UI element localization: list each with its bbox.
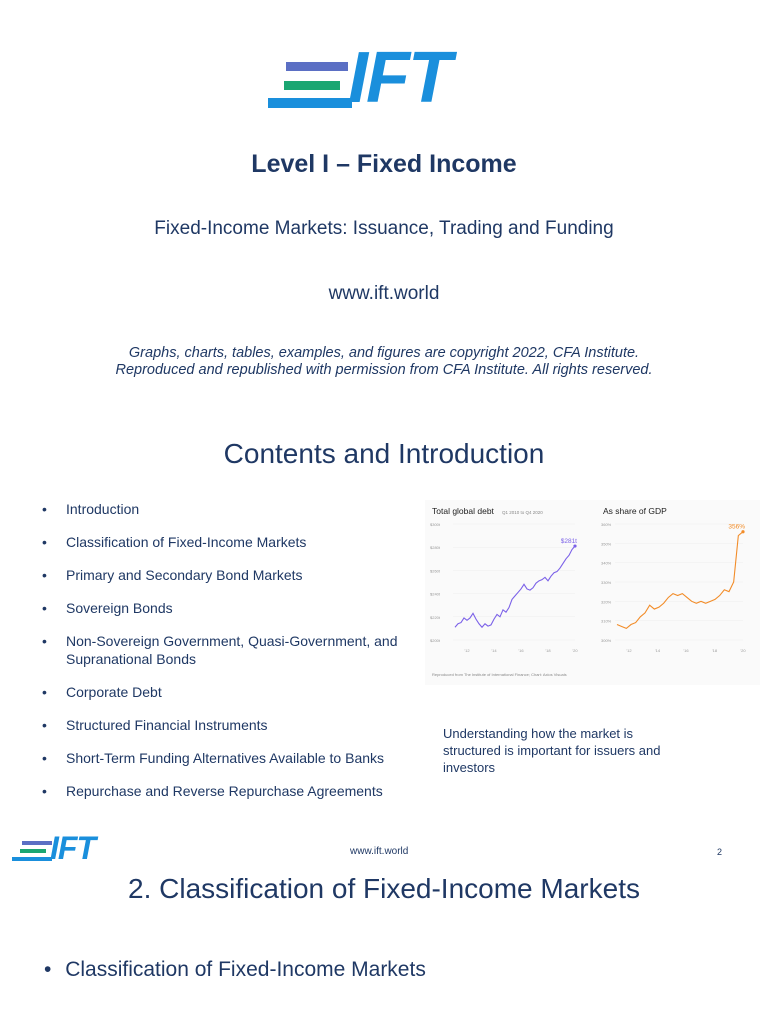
x-tick-label: '16: [683, 648, 689, 653]
x-tick-label: '12: [464, 648, 470, 653]
contents-list: [40, 500, 400, 800]
bullet-icon: •: [42, 534, 47, 550]
y-tick-label: 350%: [601, 541, 612, 547]
section-heading: 2. Classification of Fixed-Income Markets: [128, 873, 640, 904]
x-tick-label: '18: [711, 648, 718, 653]
page-number: 2: [717, 847, 723, 857]
logo-text: IFT: [50, 830, 95, 866]
website-link[interactable]: www.ift.world: [328, 283, 440, 304]
chart-subtitle: Q1 2010 to Q4 2020: [502, 510, 543, 515]
logo-text: IFT: [348, 38, 450, 118]
bullet-icon: •: [42, 567, 47, 583]
x-tick-label: '14: [654, 648, 661, 653]
ift-logo: [268, 38, 493, 118]
contents-item: • Corporate Debt: [42, 684, 162, 700]
contents-item: • Classification of Fixed-Income Markets: [42, 534, 307, 550]
x-tick-label: '20: [740, 648, 746, 653]
y-tick-label: $280t: [430, 545, 441, 551]
y-tick-label: $240t: [430, 591, 441, 597]
y-tick-label: 330%: [601, 580, 612, 585]
x-tick-label: '14: [491, 648, 497, 653]
bullet-icon: •: [42, 684, 47, 700]
bullet-icon: •: [44, 958, 52, 981]
y-tick-label: 360%: [601, 522, 612, 527]
y-tick-label: 310%: [601, 618, 612, 624]
logo-blue-bar: [12, 857, 52, 861]
logo-purple-bar: [286, 62, 348, 71]
y-tick-label: 300%: [601, 638, 612, 643]
contents-heading: Contents and Introduction: [223, 438, 545, 469]
series-line: [455, 546, 575, 627]
bullet-icon: •: [42, 600, 47, 616]
contents-item: • Introduction: [42, 501, 140, 517]
document-subtitle: Fixed-Income Markets: Issuance, Trading and Funding: [154, 218, 614, 239]
y-tick-label: 320%: [601, 599, 612, 605]
y-tick-label: $300t: [430, 522, 441, 527]
x-tick-label: '18: [545, 648, 551, 653]
x-tick-label: '12: [626, 648, 632, 653]
chart-title: As share of GDP: [603, 506, 667, 516]
y-tick-label: $220t: [430, 614, 441, 620]
contents-item: • Repurchase and Reverse Repurchase Agreements: [42, 783, 383, 799]
series-end-label: 356%: [728, 523, 745, 531]
logo-purple-bar: [22, 841, 52, 845]
contents-item: • Sovereign Bonds: [42, 600, 173, 616]
y-tick-label: $200t: [430, 638, 441, 643]
document-title: Level I – Fixed Income: [251, 150, 517, 178]
x-tick-label: '20: [572, 648, 578, 653]
contents-item: • Structured Financial Instruments: [42, 717, 268, 733]
x-tick-label: '16: [518, 648, 524, 653]
copyright-line-1: Graphs, charts, tables, examples, and figures are copyright 2022, CFA Institute.: [128, 345, 640, 361]
footer-url[interactable]: www.ift.world: [350, 846, 409, 857]
debt-charts-figure: [425, 500, 760, 685]
y-tick-label: $260t: [430, 568, 441, 574]
copyright-line-2: Reproduced and republished with permission from CFA Institute. All rights reserved.: [115, 362, 653, 378]
footer-ift-logo: [12, 830, 117, 866]
chart-source: Reproduced from The Institute of International Finance; Chart: Axios Visuals: [432, 672, 567, 677]
series-line: [617, 532, 743, 629]
logo-blue-bar: [268, 98, 352, 108]
logo-green-bar: [20, 849, 46, 853]
bullet-icon: •: [42, 633, 47, 649]
bullet-icon: •: [42, 501, 47, 517]
contents-item: • Short-Term Funding Alternatives Available to Banks: [42, 750, 385, 766]
copyright-notice: [0, 345, 768, 379]
section-bullet-text: Classification of Fixed-Income Markets: [65, 958, 426, 981]
bullet-icon: •: [42, 750, 47, 766]
contents-item: • Primary and Secondary Bond Markets: [42, 567, 303, 583]
series-end-label: $281t: [560, 538, 577, 546]
bullet-icon: •: [42, 783, 47, 799]
debt-charts-svg: [425, 500, 760, 685]
logo-green-bar: [284, 81, 340, 90]
y-tick-label: 340%: [601, 560, 612, 566]
side-note: Understanding how the market is structured is important for issuers and investors: [443, 726, 661, 775]
bullet-icon: •: [42, 717, 47, 733]
contents-item: • Non-Sovereign Government, Quasi-Government, and Supranational Bonds: [42, 633, 398, 667]
section-bullet: [44, 958, 426, 982]
chart-title: Total global debt: [432, 506, 494, 516]
